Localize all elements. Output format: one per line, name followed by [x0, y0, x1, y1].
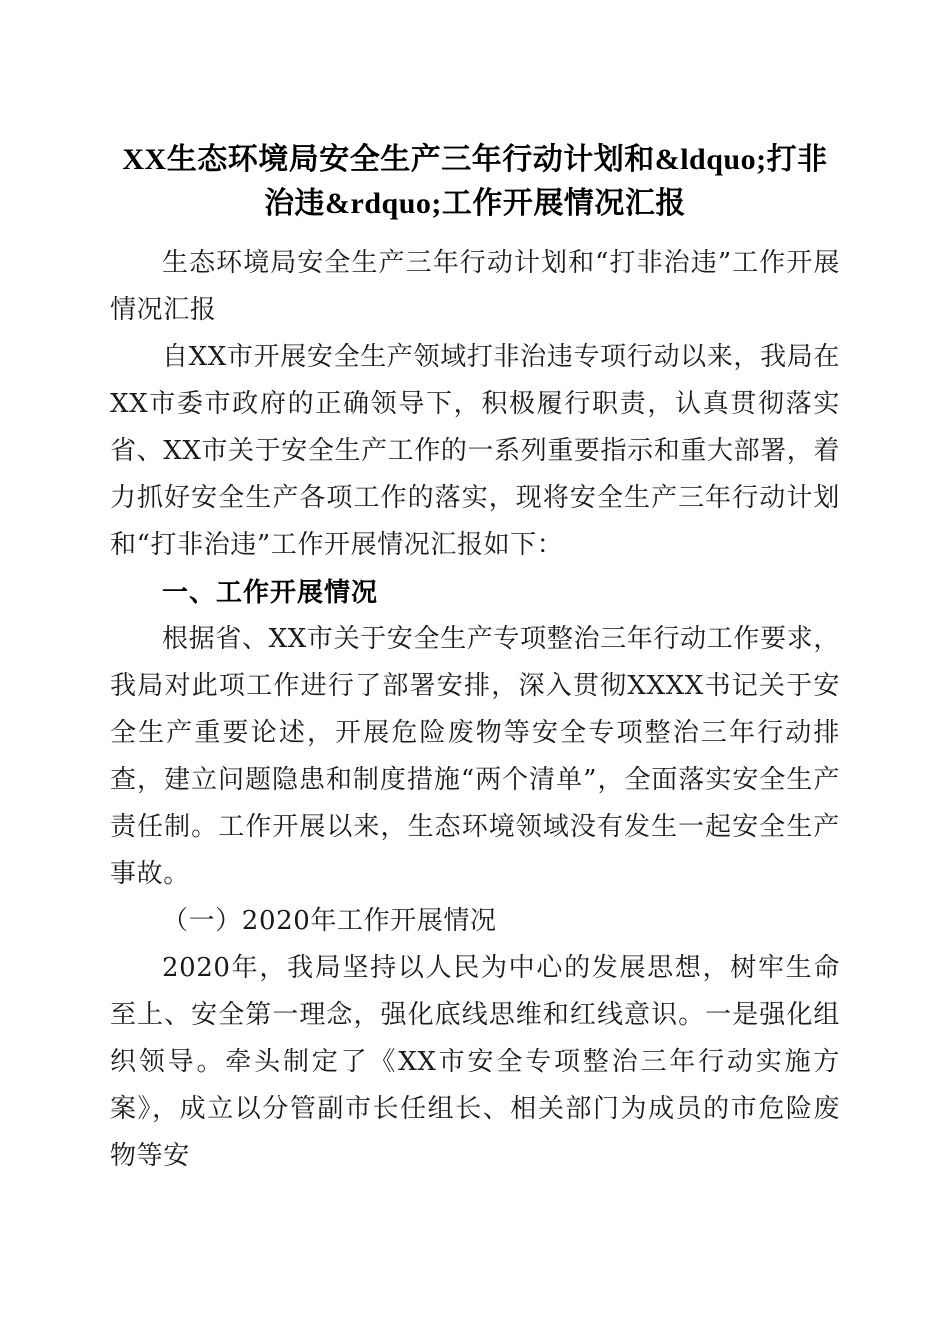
title-body-spacer	[110, 226, 840, 240]
paragraph-subject-line: 生态环境局安全生产三年行动计划和“打非治违”工作开展情况汇报	[110, 248, 840, 325]
document-text-column	[110, 0, 840, 1180]
heading-2020-progress: （一）2020年工作开展情况	[162, 906, 497, 936]
paragraph-2020-detail: 2020年，我局坚持以人民为中心的发展思想，树牢生命至上、安全第一理念，强化底线思维和红线意识。一是强化组织领导。牵头制定了《XX市安全专项整治三年行动实施方案》，成立以分管副市长任组长、相关部门为成员的市危险废物等安	[110, 953, 840, 1171]
page-title: XX生态环境局安全生产三年行动计划和&ldquo;打非治违&rdquo;工作开展情况汇报	[122, 143, 828, 220]
paragraph-work-deployment: 根据省、XX市关于安全生产专项整治三年行动工作要求，我局对此项工作进行了部署安排，深入贯彻XXXX书记关于安全生产重要论述，开展危险废物等安全专项整治三年行动排查，建立问题隐患和制度措施“两个清单”，全面落实安全生产责任制。工作开展以来，生态环境领域没有发生一起安全生产事故。	[110, 624, 840, 889]
heading-work-progress: 一、工作开展情况	[162, 577, 379, 607]
paragraph-opening: 自XX市开展安全生产领域打非治违专项行动以来，我局在XX市委市政府的正确领导下，积极履行职责，认真贯彻落实省、XX市关于安全生产工作的一系列重要指示和重大部署，着力抓好安全生产各项工作的落实，现将安全生产三年行动计划和“打非治违”工作开展情况汇报如下：	[110, 342, 840, 560]
